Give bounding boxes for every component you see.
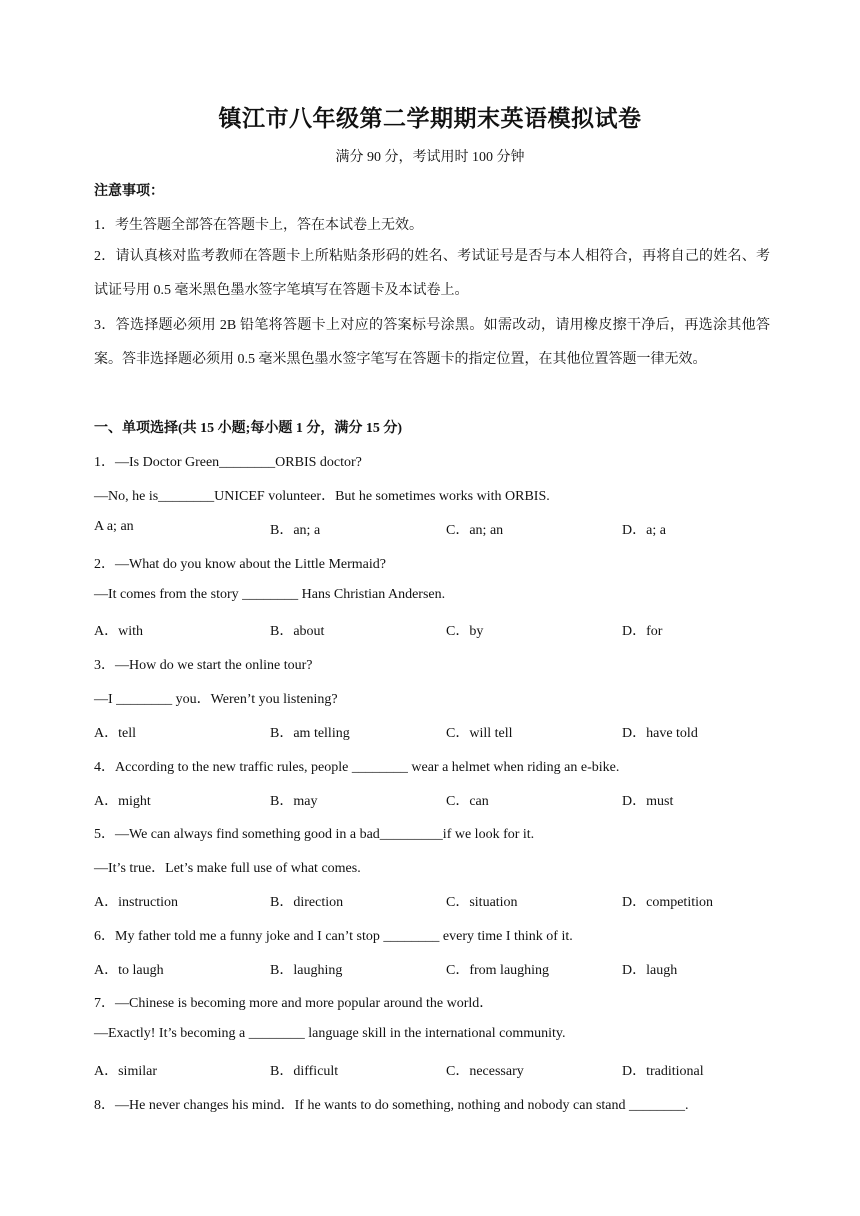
option-b: B．an; a (270, 523, 321, 538)
question-line: 7．—Chinese is becoming more and more popular around the world． (94, 996, 494, 1011)
option-a: A．with (94, 624, 143, 639)
option-c: C．from laughing (446, 963, 550, 978)
option-a: A．tell (94, 726, 136, 741)
question-line: 3．—How do we start the online tour? (94, 658, 313, 673)
question-line: 5．—We can always find something good in a bad_________if we look for it. (94, 827, 535, 842)
exam-subtitle: 满分 90 分，考试用时 100 分钟 (335, 150, 525, 165)
option-d: D．traditional (622, 1064, 704, 1079)
option-d: D．a; a (622, 523, 666, 538)
option-d: D．competition (622, 895, 713, 910)
question-line: 4．According to the new traffic rules, people ________ wear a helmet when riding an e-bike. (94, 760, 620, 775)
option-b: B．laughing (270, 963, 343, 978)
option-c: C．necessary (446, 1064, 524, 1079)
option-b: B．about (270, 624, 325, 639)
question-line: 6．My father told me a funny joke and I can’t stop ________ every time I think of it. (94, 929, 573, 944)
notice-item: 2．请认真核对监考教师在答题卡上所粘贴条形码的姓名、考试证号是否与本人相符合，再将自己的姓名、考试证号用 0.5 毫米黑色墨水签字笔填写在答题卡及本试卷上。 (94, 249, 770, 298)
option-b: B．may (270, 794, 318, 809)
section-heading: 一、单项选择(共 15 小题;每小题 1 分，满分 15 分) (94, 421, 402, 436)
question-line: —Exactly! It’s becoming a ________ language skill in the international community. (94, 1026, 566, 1041)
option-a: A．might (94, 794, 151, 809)
notice-heading: 注意事项： (94, 184, 164, 199)
option-d: D．for (622, 624, 663, 639)
option-c: C．will tell (446, 726, 513, 741)
question-line: 8．—He never changes his mind．If he wants to do something, nothing and nobody can stand ________. (94, 1098, 689, 1113)
notice-item: 3．答选择题必须用 2B 铅笔将答题卡上对应的答案标号涂黑。如需改动，请用橡皮擦干净后，再选涂其他答案。答非选择题必须用 0.5 毫米黑色墨水签字笔写在答题卡的指定位置，在其他位置答题一律无效。 (94, 318, 770, 367)
option-a: A．instruction (94, 895, 178, 910)
notice-item: 1．考生答题全部答在答题卡上，答在本试卷上无效。 (94, 218, 423, 233)
option-d: D．have told (622, 726, 698, 741)
option-b: B．direction (270, 895, 344, 910)
option-d: D．laugh (622, 963, 678, 978)
question-line: —I ________ you．Weren’t you listening? (94, 692, 338, 707)
exam-title: 镇江市八年级第二学期期末英语模拟试卷 (218, 106, 642, 131)
option-a: A a; an (94, 519, 134, 534)
option-d: D．must (622, 794, 674, 809)
option-c: C．situation (446, 895, 518, 910)
option-c: C．can (446, 794, 489, 809)
question-line: 2．—What do you know about the Little Mermaid? (94, 557, 386, 572)
option-c: C．by (446, 624, 484, 639)
option-c: C．an; an (446, 523, 504, 538)
option-a: A．similar (94, 1064, 157, 1079)
question-line: —No, he is________UNICEF volunteer．But he sometimes works with ORBIS. (94, 489, 550, 504)
question-line: 1．—Is Doctor Green________ORBIS doctor? (94, 455, 362, 470)
question-line: —It’s true．Let’s make full use of what comes. (94, 861, 361, 876)
option-b: B．am telling (270, 726, 350, 741)
option-b: B．difficult (270, 1064, 339, 1079)
option-a: A．to laugh (94, 963, 164, 978)
question-line: —It comes from the story ________ Hans Christian Andersen. (94, 587, 446, 602)
